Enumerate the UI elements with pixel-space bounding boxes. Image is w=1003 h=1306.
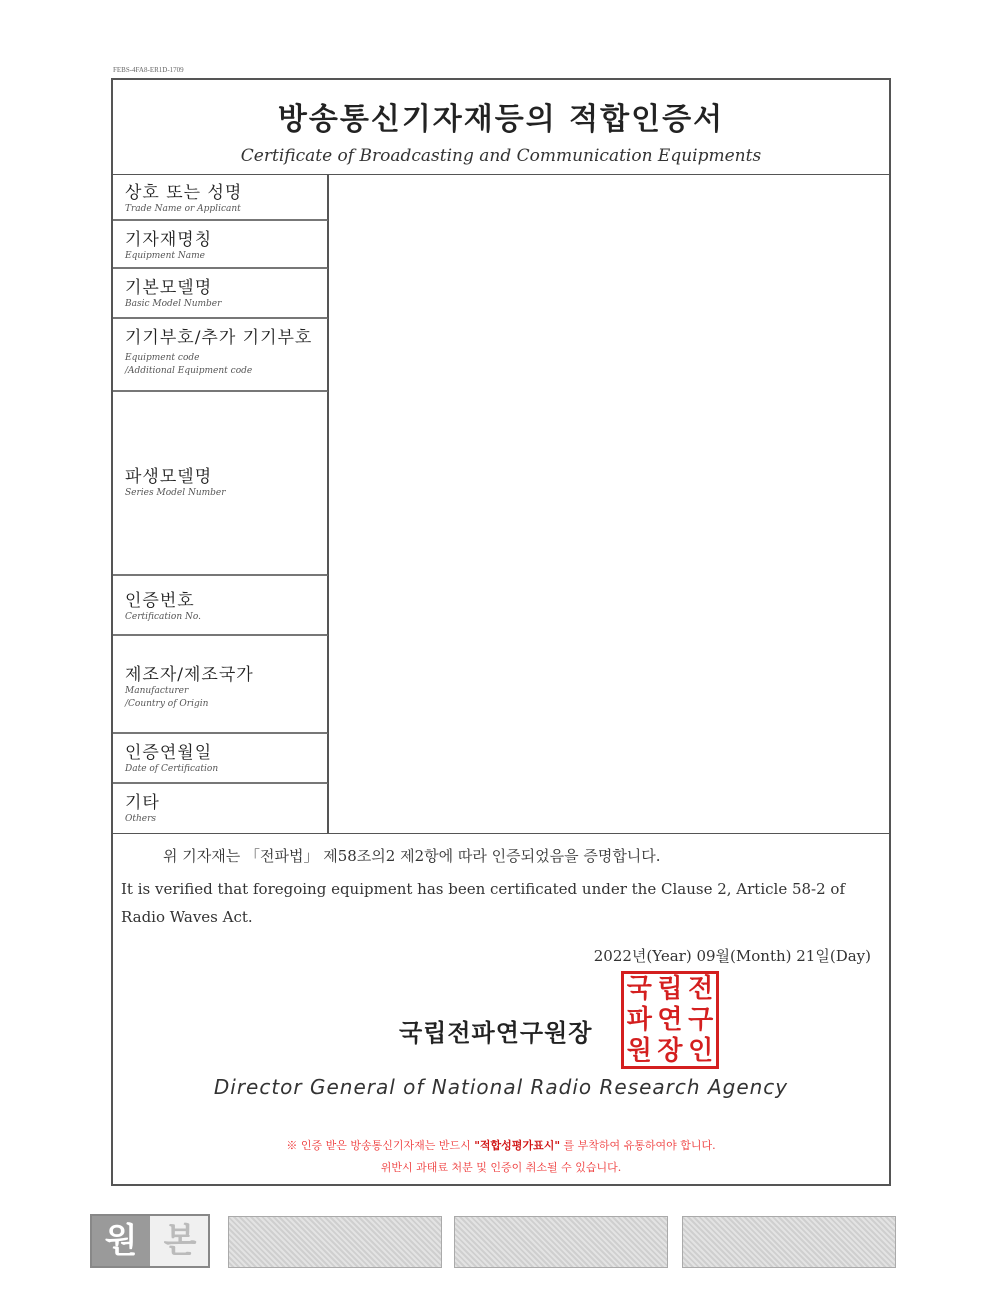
seal-char: 구: [688, 1005, 714, 1035]
field-manufacturer: [113, 636, 328, 734]
field-others: [113, 784, 328, 834]
field-label-en: Equipment code: [125, 353, 200, 363]
field-label-ko: 인증번호: [125, 591, 195, 611]
footer-thumbnails: [0, 1210, 1003, 1270]
issue-date: 2022년(Year) 09월(Month) 21일(Day): [593, 947, 871, 965]
field-label-ko: 기본모델명: [125, 278, 213, 298]
field-label-en-2: /Country of Origin: [125, 699, 209, 709]
field-values-area: [328, 174, 889, 834]
field-label-ko: 기기부호/추가 기기부호: [125, 328, 313, 348]
field-label-en: Certification No.: [125, 612, 201, 622]
title-korean: 방송통신기자재등의 적합인증서: [277, 102, 725, 137]
field-label-en: Date of Certification: [125, 764, 219, 774]
seal-char: 국: [626, 974, 652, 1004]
notice-line-2: 위반시 과태료 처분 및 인증이 취소될 수 있습니다.: [380, 1161, 622, 1174]
seal-char: 원: [626, 1036, 652, 1066]
field-label-en: Others: [125, 814, 157, 824]
page-thumbnail[interactable]: [454, 1216, 668, 1268]
seal-char: 장: [657, 1036, 683, 1066]
certificate: [111, 78, 891, 1186]
seal-char: 연: [657, 1005, 683, 1035]
official-seal: [621, 971, 719, 1069]
notice: [113, 1135, 889, 1179]
original-stamp-char-2: 본: [163, 1221, 197, 1261]
field-label-ko: 제조자/제조국가: [125, 665, 254, 685]
field-label-ko: 파생모델명: [125, 467, 213, 487]
field-certification-no: [113, 576, 328, 636]
field-label-en: Series Model Number: [125, 488, 226, 498]
notice-line-1: [113, 1135, 889, 1157]
notice-text: ※ 인증 받은 방송통신기자재는 반드시: [286, 1139, 471, 1152]
original-stamp-char: 원: [92, 1216, 150, 1266]
field-basic-model: [113, 269, 328, 319]
issuer-korean: 국립전파연구원장: [399, 1018, 593, 1047]
notice-emphasis: "적합성평가표시": [474, 1139, 561, 1152]
field-equipment-code: [113, 319, 328, 392]
field-label-en: Basic Model Number: [125, 299, 222, 309]
title-english: Certificate of Broadcasting and Communication Equipments: [240, 146, 762, 166]
field-series-model: [113, 392, 328, 576]
certificate-fields-table: [113, 174, 889, 834]
original-copy-stamp[interactable]: [90, 1214, 210, 1268]
statement-korean: 위 기자재는 「전파법」 제58조의2 제2항에 따라 인증되었음을 증명합니다.: [163, 847, 661, 865]
notice-text: 를 부착하여 유통하여야 합니다.: [563, 1139, 716, 1152]
field-trade-name: [113, 174, 328, 221]
page-thumbnail[interactable]: [228, 1216, 442, 1268]
field-date-certification: [113, 734, 328, 784]
seal-char: 전: [688, 974, 714, 1004]
field-equipment-name: [113, 221, 328, 269]
field-label-en-2: /Additional Equipment code: [125, 366, 253, 376]
seal-char: 파: [626, 1005, 652, 1035]
field-label-ko: 상호 또는 성명: [125, 183, 243, 203]
field-label-en: Equipment Name: [125, 251, 206, 261]
issuer-english: Director General of National Radio Research Agency: [213, 1075, 789, 1099]
certificate-header: [113, 80, 889, 175]
field-label-ko: 기자재명칭: [125, 230, 213, 250]
field-label-ko: 인증연월일: [125, 743, 213, 763]
seal-char: 인: [688, 1036, 714, 1066]
field-label-ko: 기타: [125, 793, 160, 813]
page-thumbnail[interactable]: [682, 1216, 896, 1268]
seal-char: 립: [657, 974, 683, 1004]
statement-english: It is verified that foregoing equipment has been certificated under the Clause 2, Article 58-2 of Radio Waves Act.: [121, 880, 846, 926]
field-label-en: Trade Name or Applicant: [125, 204, 241, 214]
document-code: FEBS-4FA8-ER1D-1709: [113, 66, 184, 74]
field-label-en: Manufacturer: [125, 686, 189, 696]
